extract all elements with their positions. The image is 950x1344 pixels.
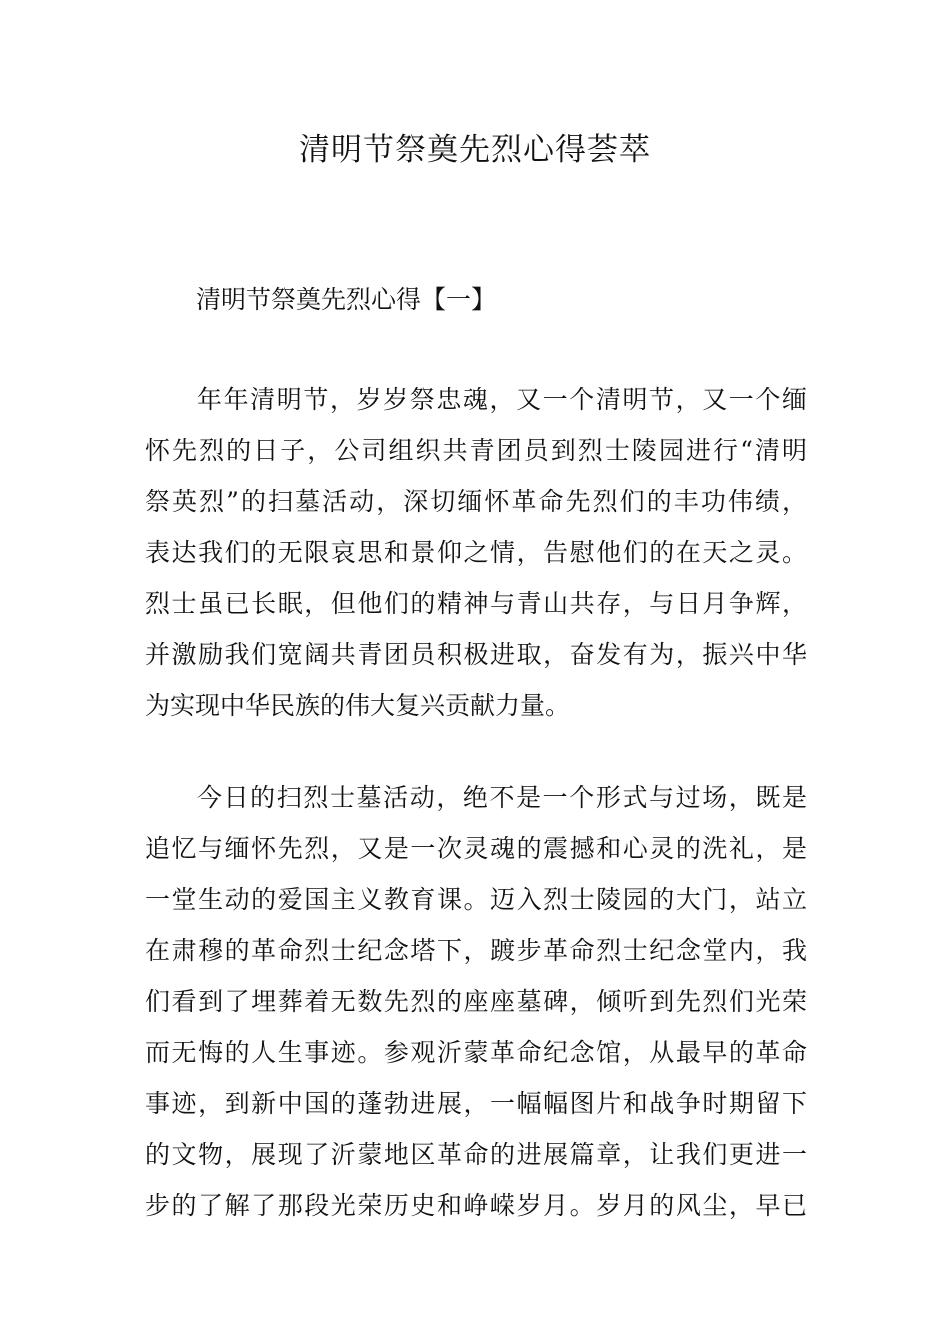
paragraph-line: 而无悔的人生事迹。参观沂蒙革命纪念馆，从最早的革命 bbox=[145, 1038, 807, 1067]
paragraph-line: 怀先烈的日子，公司组织共青团员到烈士陵园进行“清明 bbox=[145, 436, 807, 465]
paragraph-line: 在肃穆的革命烈士纪念塔下，踱步革命烈士纪念堂内，我 bbox=[145, 936, 807, 965]
document-title: 清明节祭奠先烈心得荟萃 bbox=[299, 132, 651, 168]
paragraph-line: 年年清明节，岁岁祭忠魂，又一个清明节，又一个缅 bbox=[197, 385, 807, 414]
paragraph-line: 今日的扫烈士墓活动，绝不是一个形式与过场，既是 bbox=[197, 783, 807, 812]
paragraph-line: 为实现中华民族的伟大复兴贡献力量。 bbox=[145, 691, 571, 720]
paragraph-line: 烈士虽已长眠，但他们的精神与青山共存，与日月争辉， bbox=[145, 589, 807, 618]
paragraph-line: 步的了解了那段光荣历史和峥嵘岁月。岁月的风尘，早已 bbox=[145, 1191, 807, 1220]
paragraph-line: 事迹，到新中国的蓬勃进展，一幅幅图片和战争时期留下 bbox=[145, 1089, 807, 1118]
paragraph-line: 们看到了埋葬着无数先烈的座座墓碑，倾听到先烈们光荣 bbox=[145, 987, 807, 1016]
paragraph-line: 一堂生动的爱国主义教育课。迈入烈士陵园的大门，站立 bbox=[145, 885, 807, 914]
paragraph-line: 并激励我们宽阔共青团员积极进取，奋发有为，振兴中华 bbox=[145, 640, 807, 669]
paragraph-2 bbox=[145, 772, 807, 1231]
paragraph-line: 祭英烈”的扫墓活动，深切缅怀革命先烈们的丰功伟绩， bbox=[145, 487, 807, 516]
paragraph-line: 追忆与缅怀先烈，又是一次灵魂的震撼和心灵的洗礼，是 bbox=[145, 834, 807, 863]
paragraph-line: 的文物，展现了沂蒙地区革命的进展篇章，让我们更进一 bbox=[145, 1140, 807, 1169]
paragraph-1 bbox=[145, 374, 807, 731]
paragraph-line: 表达我们的无限哀思和景仰之情，告慰他们的在天之灵。 bbox=[145, 538, 807, 567]
section-heading: 清明节祭奠先烈心得【一】 bbox=[196, 285, 497, 314]
